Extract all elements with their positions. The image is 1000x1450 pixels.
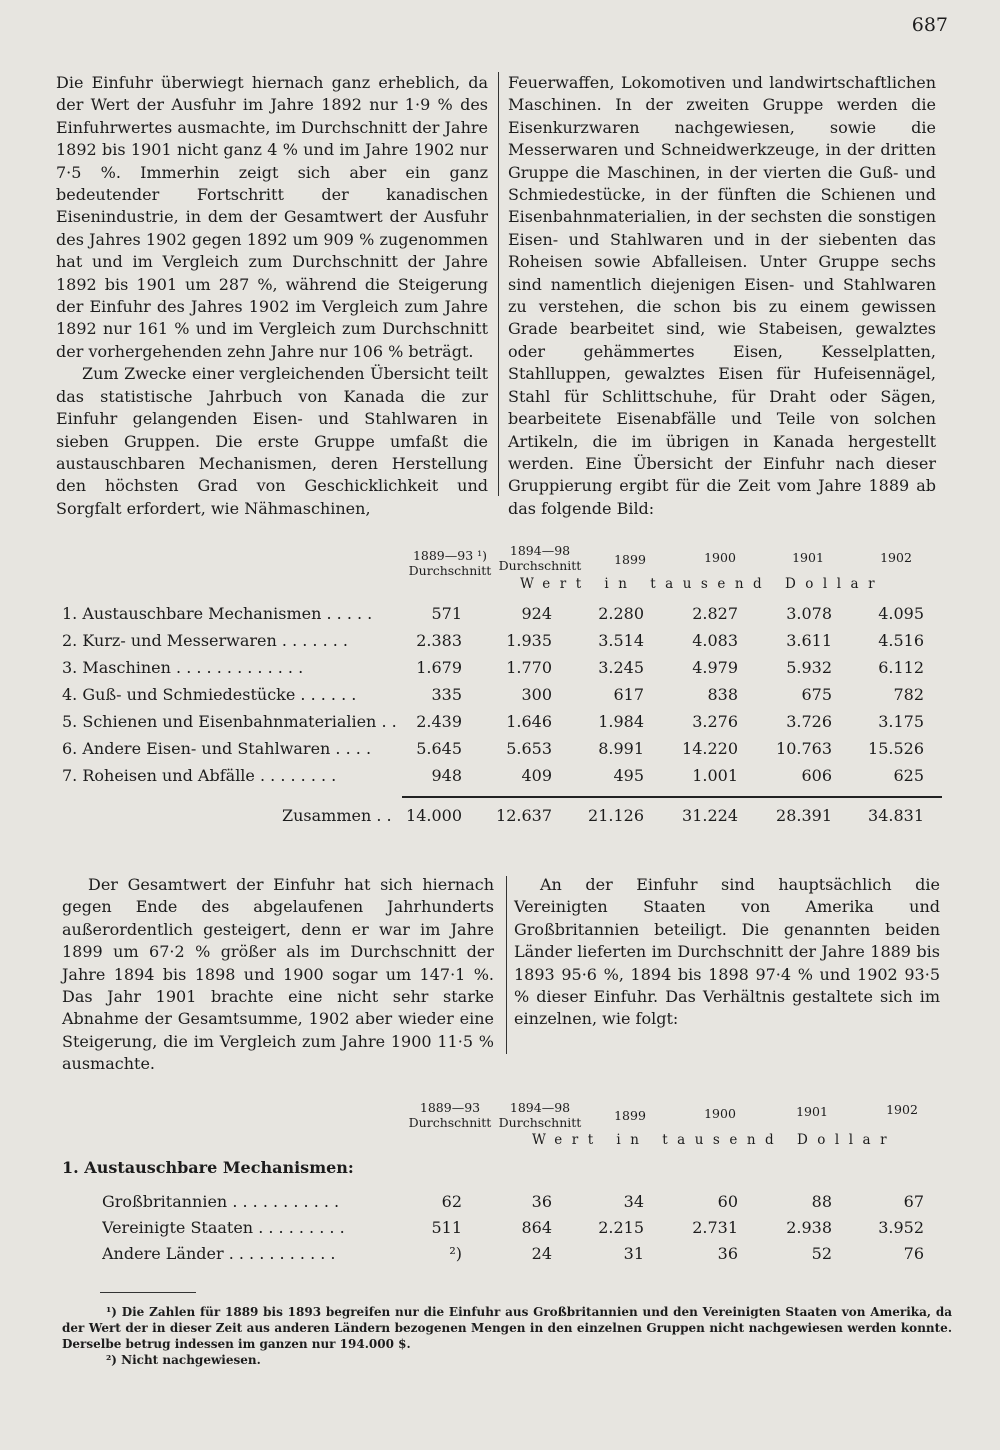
table-cell: 5.932 bbox=[786, 658, 832, 677]
table-cell: ²) bbox=[449, 1244, 462, 1263]
paragraph: Feuerwaffen, Lokomotiven und landwirtschaftlichen Maschinen. In der zweiten Gruppe werden die Eisenkurzwaren nachgewiesen, sowie die Messerwaren und Schneidwerkzeuge, in der dritten Gruppe die Maschinen, in der vierten die Guß- und Schmiedestücke, in der fünften die Schienen und Eisenbahnmaterialien, in der sechsten die sonstigen Eisen- und Stahlwaren und in der siebenten das Roheisen sowie Abfalleisen. Unter Gruppe sechs sind namentlich diejenigen Eisen- und Stahlwaren zu verstehen, die schon bis zu einem gewissen Grade bearbeitet sind, wie Stabeisen, gewalztes oder gehämmertes Eisen, Kesselplatten, Stahlluppen, gewalztes Eisen für Hufeisennägel, Stahl für Schlittschuhe, für Draht oder Sägen, bearbeitete Eisenabfälle und Teile von solchen Artikeln, die im übrigen in Kanada hergestellt werden. Eine Übersicht der Einfuhr nach dieser Gruppierung ergibt für die Zeit vom Jahre 1889 ab das folgende Bild: bbox=[508, 73, 936, 518]
top-left-column bbox=[56, 72, 488, 520]
table-2-header bbox=[772, 1104, 852, 1119]
header-line: Durchschnitt bbox=[498, 558, 582, 573]
row-label: Andere Länder . . . . . . . . . . . bbox=[102, 1244, 336, 1263]
table-2-header bbox=[590, 1108, 670, 1123]
table-2-header bbox=[862, 1102, 942, 1117]
table-row bbox=[62, 1244, 942, 1270]
table-cell: 14.220 bbox=[682, 739, 738, 758]
table-cell: 21.126 bbox=[588, 806, 644, 825]
table-cell: 14.000 bbox=[406, 806, 462, 825]
table-cell: 2.938 bbox=[786, 1218, 832, 1237]
table-cell: 3.276 bbox=[692, 712, 738, 731]
row-label: Großbritannien . . . . . . . . . . . bbox=[102, 1192, 340, 1211]
table-cell: 10.763 bbox=[776, 739, 832, 758]
header-line: Durchschnitt bbox=[408, 1115, 492, 1130]
header-line: 1902 bbox=[880, 550, 912, 565]
table-1-header bbox=[395, 548, 505, 578]
table-cell: 511 bbox=[431, 1218, 462, 1237]
bottom-left-column bbox=[62, 874, 494, 1076]
paragraph: Die Einfuhr überwiegt hiernach ganz erheblich, da der Wert der Ausfuhr im Jahre 1892 nur 1·9 % des Einfuhrwertes ausmachte, im Durchschnitt der Jahre 1892 bis 1901 nicht ganz 4 % und im Jahre 1902 nur 7·5 %. Immerhin zeigt sich aber ein ganz bedeutender Fortschritt der kanadischen Eisenindustrie, in dem der Gesamtwert der Ausfuhr des Jahres 1902 gegen 1892 um 909 % zugenommen hat und im Vergleich zum Durchschnitt der Jahre 1892 bis 1901 um 287 %, während die Steigerung der Einfuhr des Jahres 1902 im Vergleich zum Jahre 1892 nur 161 % und im Vergleich zum Durchschnitt der vorhergehenden zehn Jahre nur 106 % beträgt. bbox=[56, 73, 488, 361]
table-cell: 2.731 bbox=[692, 1218, 738, 1237]
table-row bbox=[62, 739, 942, 765]
table-cell: 3.175 bbox=[878, 712, 924, 731]
header-line: 1899 bbox=[614, 552, 646, 567]
table-cell: 2.280 bbox=[598, 604, 644, 623]
table-cell: 67 bbox=[903, 1192, 924, 1211]
table-row bbox=[62, 685, 942, 711]
row-label: 3. Maschinen . . . . . . . . . . . . . bbox=[62, 658, 304, 677]
table-cell: 948 bbox=[431, 766, 462, 785]
column-divider bbox=[498, 72, 499, 496]
table-row bbox=[62, 712, 942, 738]
row-label: 7. Roheisen und Abfälle . . . . . . . . bbox=[62, 766, 337, 785]
table-cell: 1.001 bbox=[692, 766, 738, 785]
table-cell: 3.952 bbox=[878, 1218, 924, 1237]
table-cell: 1.770 bbox=[506, 658, 552, 677]
table-cell: 31 bbox=[623, 1244, 644, 1263]
table-1-header bbox=[680, 550, 760, 565]
row-label: 2. Kurz- und Messerwaren . . . . . . . bbox=[62, 631, 349, 650]
table-cell: 24 bbox=[531, 1244, 552, 1263]
section-title: 1. Austauschbare Mechanismen: bbox=[62, 1158, 354, 1177]
table-cell: 2.827 bbox=[692, 604, 738, 623]
bottom-right-column bbox=[514, 874, 940, 1031]
header-line: 1889—93 bbox=[419, 1100, 481, 1115]
table-cell: 1.935 bbox=[506, 631, 552, 650]
table-cell: 864 bbox=[521, 1218, 552, 1237]
table-cell: 924 bbox=[521, 604, 552, 623]
table-1-caption: Wert in tausend Dollar bbox=[520, 576, 885, 592]
table-cell: 88 bbox=[811, 1192, 832, 1211]
table-cell: 3.245 bbox=[598, 658, 644, 677]
row-label: 5. Schienen und Eisenbahnmaterialien . . bbox=[62, 712, 397, 731]
top-right-column bbox=[508, 72, 936, 520]
table-cell: 3.514 bbox=[598, 631, 644, 650]
table-cell: 36 bbox=[531, 1192, 552, 1211]
table-cell: 782 bbox=[893, 685, 924, 704]
table-2-header bbox=[680, 1106, 760, 1121]
table-cell: 6.112 bbox=[878, 658, 924, 677]
table-cell: 5.653 bbox=[506, 739, 552, 758]
table-row bbox=[62, 658, 942, 684]
table-cell: 1.679 bbox=[416, 658, 462, 677]
table-cell: 4.979 bbox=[692, 658, 738, 677]
header-line: Durchschnitt bbox=[498, 1115, 582, 1130]
table-cell: 60 bbox=[717, 1192, 738, 1211]
table-cell: 300 bbox=[521, 685, 552, 704]
header-line: 1894—98 bbox=[509, 543, 571, 558]
table-cell: 76 bbox=[903, 1244, 924, 1263]
table-row bbox=[62, 1218, 942, 1244]
table-cell: 4.516 bbox=[878, 631, 924, 650]
header-line: 1901 bbox=[792, 550, 824, 565]
table-1-header bbox=[490, 543, 590, 573]
table-cell: 838 bbox=[707, 685, 738, 704]
table-cell: 2.215 bbox=[598, 1218, 644, 1237]
row-label: 4. Guß- und Schmiedestücke . . . . . . bbox=[62, 685, 357, 704]
table-cell: 34.831 bbox=[868, 806, 924, 825]
table-cell: 31.224 bbox=[682, 806, 738, 825]
table-cell: 36 bbox=[717, 1244, 738, 1263]
table-cell: 495 bbox=[613, 766, 644, 785]
table-cell: 617 bbox=[613, 685, 644, 704]
table-1-header bbox=[590, 552, 670, 567]
table-cell: 4.083 bbox=[692, 631, 738, 650]
table-row bbox=[62, 1192, 942, 1218]
table-cell: 3.078 bbox=[786, 604, 832, 623]
table-cell: 15.526 bbox=[868, 739, 924, 758]
header-line: 1899 bbox=[614, 1108, 646, 1123]
table-cell: 606 bbox=[801, 766, 832, 785]
table-row bbox=[62, 766, 942, 792]
table-cell: 625 bbox=[893, 766, 924, 785]
footnote: ²) Nicht nachgewiesen. bbox=[106, 1353, 261, 1367]
table-cell: 1.984 bbox=[598, 712, 644, 731]
table-cell: 2.383 bbox=[416, 631, 462, 650]
table-cell: 2.439 bbox=[416, 712, 462, 731]
row-label: 6. Andere Eisen- und Stahlwaren . . . . bbox=[62, 739, 372, 758]
header-line: 1901 bbox=[796, 1104, 828, 1119]
table-cell: 62 bbox=[441, 1192, 462, 1211]
table-row bbox=[62, 631, 942, 657]
table-total-row bbox=[62, 806, 942, 832]
table-cell: 675 bbox=[801, 685, 832, 704]
row-label: Vereinigte Staaten . . . . . . . . . bbox=[102, 1218, 345, 1237]
header-line: 1894—98 bbox=[509, 1100, 571, 1115]
table-cell: 3.726 bbox=[786, 712, 832, 731]
table-cell: 1.646 bbox=[506, 712, 552, 731]
table-cell: 34 bbox=[623, 1192, 644, 1211]
table-1-header bbox=[856, 550, 936, 565]
table-1-header bbox=[768, 550, 848, 565]
table-cell: 571 bbox=[431, 604, 462, 623]
table-cell: 5.645 bbox=[416, 739, 462, 758]
table-cell: 4.095 bbox=[878, 604, 924, 623]
footnote: ¹) Die Zahlen für 1889 bis 1893 begreifen nur die Einfuhr aus Großbritannien und den Vereinigten Staaten von Amerika, da der Wert der in dieser Zeit aus anderen Ländern bezogenen Mengen in den einzelnen Gruppen nicht nachgewiesen werden konnte. Derselbe betrug indessen im ganzen nur 194.000 $. bbox=[62, 1305, 952, 1351]
table-cell: 52 bbox=[811, 1244, 832, 1263]
table-cell: 3.611 bbox=[786, 631, 832, 650]
header-line: 1900 bbox=[704, 550, 736, 565]
table-cell: 8.991 bbox=[598, 739, 644, 758]
paragraph: Der Gesamtwert der Einfuhr hat sich hiernach gegen Ende des abgelaufenen Jahrhunderts außerordentlich gesteigert, denn er war im Jahre 1899 um 67·2 % größer als im Durchschnitt der Jahre 1894 bis 1898 und 1900 sogar um 147·1 %. Das Jahr 1901 brachte eine nicht sehr starke Abnahme der Gesamtsumme, 1902 aber wieder eine Steigerung, die im Vergleich zum Jahre 1900 11·5 % ausmachte. bbox=[62, 875, 494, 1074]
header-line: 1889—93 ¹) bbox=[412, 548, 488, 563]
header-line: Durchschnitt bbox=[408, 563, 492, 578]
paragraph: Zum Zwecke einer vergleichenden Übersicht teilt das statistische Jahrbuch von Kanada die zur Einfuhr gelangenden Eisen- und Stahlwaren in sieben Gruppen. Die erste Gruppe umfaßt die austauschbaren Mechanismen, deren Herstellung den höchsten Grad von Geschicklichkeit und Sorgfalt erfordert, wie Nähmaschinen, bbox=[56, 364, 488, 518]
column-divider bbox=[506, 876, 507, 1054]
total-label: Zusammen . . bbox=[282, 806, 392, 825]
table-cell: 409 bbox=[521, 766, 552, 785]
table-cell: 28.391 bbox=[776, 806, 832, 825]
sum-rule bbox=[402, 796, 942, 798]
header-line: 1902 bbox=[886, 1102, 918, 1117]
table-2-header bbox=[490, 1100, 590, 1130]
header-line: 1900 bbox=[704, 1106, 736, 1121]
table-cell: 12.637 bbox=[496, 806, 552, 825]
page-number: 687 bbox=[911, 14, 948, 36]
footnote-rule bbox=[100, 1292, 196, 1293]
row-label: 1. Austauschbare Mechanismen . . . . . bbox=[62, 604, 373, 623]
table-2-header bbox=[395, 1100, 505, 1130]
footnotes bbox=[62, 1304, 952, 1368]
paragraph: An der Einfuhr sind hauptsächlich die Vereinigten Staaten von Amerika und Großbritannien beteiligt. Die genannten beiden Länder lieferten im Durchschnitt der Jahre 1889 bis 1893 95·6 %, 1894 bis 1898 97·4 % und 1902 93·5 % dieser Einfuhr. Das Verhältnis gestaltete sich im einzelnen, wie folgt: bbox=[514, 875, 940, 1029]
table-2-caption: Wert in tausend Dollar bbox=[532, 1132, 897, 1148]
table-row bbox=[62, 604, 942, 630]
table-cell: 335 bbox=[431, 685, 462, 704]
